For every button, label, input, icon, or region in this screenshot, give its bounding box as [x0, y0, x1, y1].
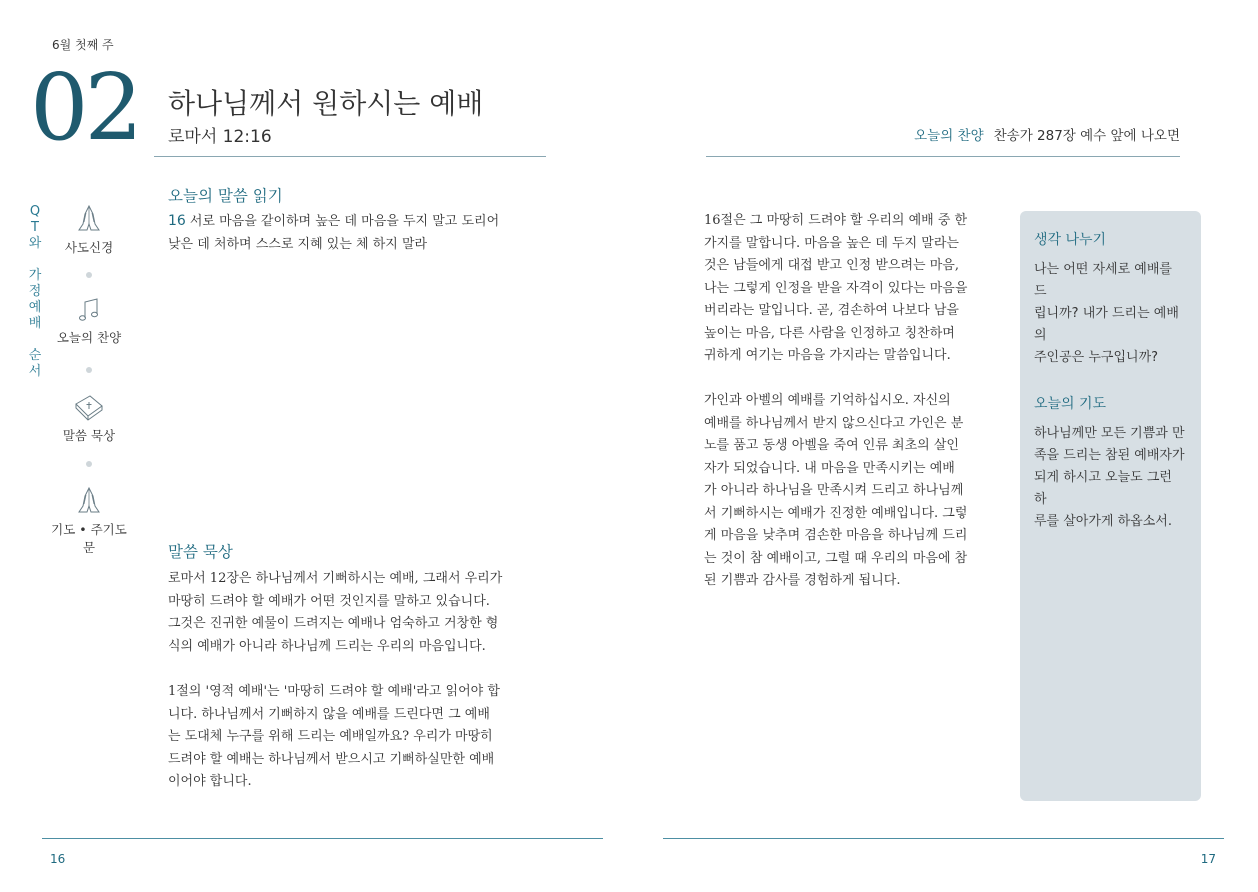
text-line: 된 기쁨과 감사를 경험하게 됩니다. — [704, 573, 901, 588]
sidebar-dot — [86, 367, 92, 373]
text-line: 나는 그렇게 인정을 받을 자격이 있다는 마음을 — [704, 280, 968, 296]
vertical-char: 순 — [28, 348, 42, 363]
music-note-icon — [73, 296, 105, 324]
scripture-line: 16 서로 마음을 같이하며 높은 데 마음을 두지 말고 도리어 — [168, 213, 500, 229]
text-line: 노를 품고 동생 아벨을 죽여 인류 최초의 살인 — [704, 438, 959, 453]
sidebar-item-label: 사도신경 — [64, 240, 114, 255]
text-line: 나는 어떤 자세로 예배를 드 — [1034, 262, 1172, 299]
vertical-gap — [28, 252, 42, 268]
meditation-paragraph-1 — [168, 568, 542, 658]
hymn-of-the-day — [914, 124, 1180, 144]
reflection-panel — [1020, 211, 1201, 801]
text-line: 식의 예배가 아니라 하나님께 드리는 우리의 마음입니다. — [168, 638, 486, 654]
vertical-char: 예 — [28, 300, 42, 315]
page-number-right: 17 — [1200, 852, 1216, 866]
praying-hands-icon — [73, 486, 105, 516]
text-line: 는 것이 참 예배이고, 그럴 때 우리의 마음에 참 — [704, 550, 968, 566]
sidebar-dot — [86, 461, 92, 467]
text-line: 가인과 아벨의 예배를 기억하십시오. 자신의 — [704, 393, 951, 408]
text-line: 게 마음을 낮추며 겸손한 마음을 하나님께 드리 — [704, 528, 968, 543]
text-line: 는 도대체 누구를 위해 드리는 예배일까요? 우리가 마땅히 — [168, 729, 493, 744]
right-paragraph-1 — [704, 210, 996, 368]
hymn-text: 찬송가 287장 예수 앞에 나오면 — [993, 128, 1180, 144]
text-line: 예배를 하나님께서 받지 않으신다고 가인은 분 — [704, 415, 964, 431]
week-label: 6월 첫째 주 — [52, 38, 114, 52]
scripture-reference: 로마서 12:16 — [168, 127, 272, 147]
header-divider-right — [706, 156, 1180, 157]
sidebar-item-apostles-creed — [50, 204, 128, 256]
text-line: 이어야 합니다. — [168, 774, 252, 789]
vertical-char: Q — [29, 204, 41, 219]
sidebar-item-label: 오늘의 찬양 — [56, 330, 122, 345]
share-heading: 생각 나누기 — [1034, 232, 1107, 248]
text-line: 되게 하시고 오늘도 그런 하 — [1034, 470, 1172, 507]
vertical-sidebar-title — [28, 204, 42, 380]
text-line: 서 기뻐하시는 예배가 진정한 예배입니다. 그렇 — [704, 505, 968, 521]
footer-divider-left — [42, 838, 603, 839]
reading-heading: 오늘의 말씀 읽기 — [168, 187, 283, 205]
vertical-char: T — [31, 220, 39, 235]
page-number-left: 16 — [50, 852, 66, 866]
header-divider-left — [154, 156, 546, 157]
meditation-heading: 말씀 묵상 — [168, 543, 233, 561]
text-line: 하나님께만 모든 기쁨과 만 — [1034, 426, 1185, 441]
text-line: 니다. 하나님께서 기뻐하지 않을 예배를 드린다면 그 예배 — [168, 706, 490, 722]
text-line: 가 아니라 하나님을 만족시켜 드리고 하나님께 — [704, 483, 964, 498]
text-line: 루를 살아가게 하옵소서. — [1034, 514, 1172, 529]
sidebar-dot — [86, 272, 92, 278]
footer-divider-right — [663, 838, 1224, 839]
text-line: 1절의 '영적 예배'는 '마땅히 드려야 할 예배'라고 읽어야 합 — [168, 684, 500, 699]
vertical-gap — [28, 332, 42, 348]
text-line: 높이는 마음, 다른 사람을 인정하고 칭찬하며 — [704, 325, 955, 341]
prayer-text — [1034, 423, 1187, 533]
text-line: 드려야 할 예배는 하나님께서 받으시고 기뻐하실만한 예배 — [168, 751, 495, 767]
text-line: 립니까? 내가 드리는 예배의 — [1034, 306, 1179, 343]
scripture-text — [168, 210, 548, 256]
sidebar-item-meditation — [50, 390, 128, 444]
text-line: 주인공은 누구입니까? — [1034, 350, 1159, 365]
sidebar-item-label: 말씀 묵상 — [62, 428, 116, 443]
text-line: 가지를 말합니다. 마음을 높은 데 두지 말라는 — [704, 235, 959, 251]
text-line: 자가 되었습니다. 내 마음을 만족시키는 예배 — [704, 460, 955, 476]
text-line: 버리라는 말입니다. 곧, 겸손하여 나보다 남을 — [704, 303, 959, 318]
text-line: 귀하게 여기는 마음을 가지라는 말씀입니다. — [704, 348, 951, 363]
text-line: 16절은 그 마땅히 드려야 할 우리의 예배 중 한 — [704, 213, 968, 228]
text-line: 그것은 진귀한 예물이 드려지는 예배나 엄숙하고 거창한 형 — [168, 616, 499, 631]
text-line: 족을 드리는 참된 예배자가 — [1034, 448, 1185, 463]
text-line: 것은 남들에게 대접 받고 인정 받으려는 마음, — [704, 258, 959, 273]
sidebar-item-hymn — [50, 296, 128, 346]
vertical-char: 가 — [28, 268, 42, 283]
sidebar-item-label: 기도 • 주기도문 — [51, 522, 127, 555]
text-line: 마땅히 드려야 할 예배가 어떤 것인지를 말하고 있습니다. — [168, 593, 490, 609]
lesson-number: 02 — [30, 54, 140, 161]
vertical-char: 배 — [28, 316, 42, 331]
prayer-heading: 오늘의 기도 — [1034, 396, 1107, 412]
vertical-char: 정 — [28, 284, 42, 299]
verse-number: 16 — [168, 213, 186, 229]
hymn-label: 오늘의 찬양 — [914, 128, 984, 144]
scripture-line: 낮은 데 처하며 스스로 지혜 있는 체 하지 말라 — [168, 236, 428, 252]
vertical-char: 와 — [28, 236, 42, 251]
share-text — [1034, 259, 1187, 369]
meditation-paragraph-2 — [168, 681, 542, 794]
sidebar-item-prayer — [50, 486, 128, 556]
vertical-char: 서 — [28, 364, 42, 379]
bible-icon — [72, 390, 106, 422]
praying-hands-icon — [73, 204, 105, 234]
page-title: 하나님께서 원하시는 예배 — [168, 87, 484, 120]
right-paragraph-2 — [704, 390, 996, 593]
text-line: 로마서 12장은 하나님께서 기뻐하시는 예배, 그래서 우리가 — [168, 571, 503, 586]
